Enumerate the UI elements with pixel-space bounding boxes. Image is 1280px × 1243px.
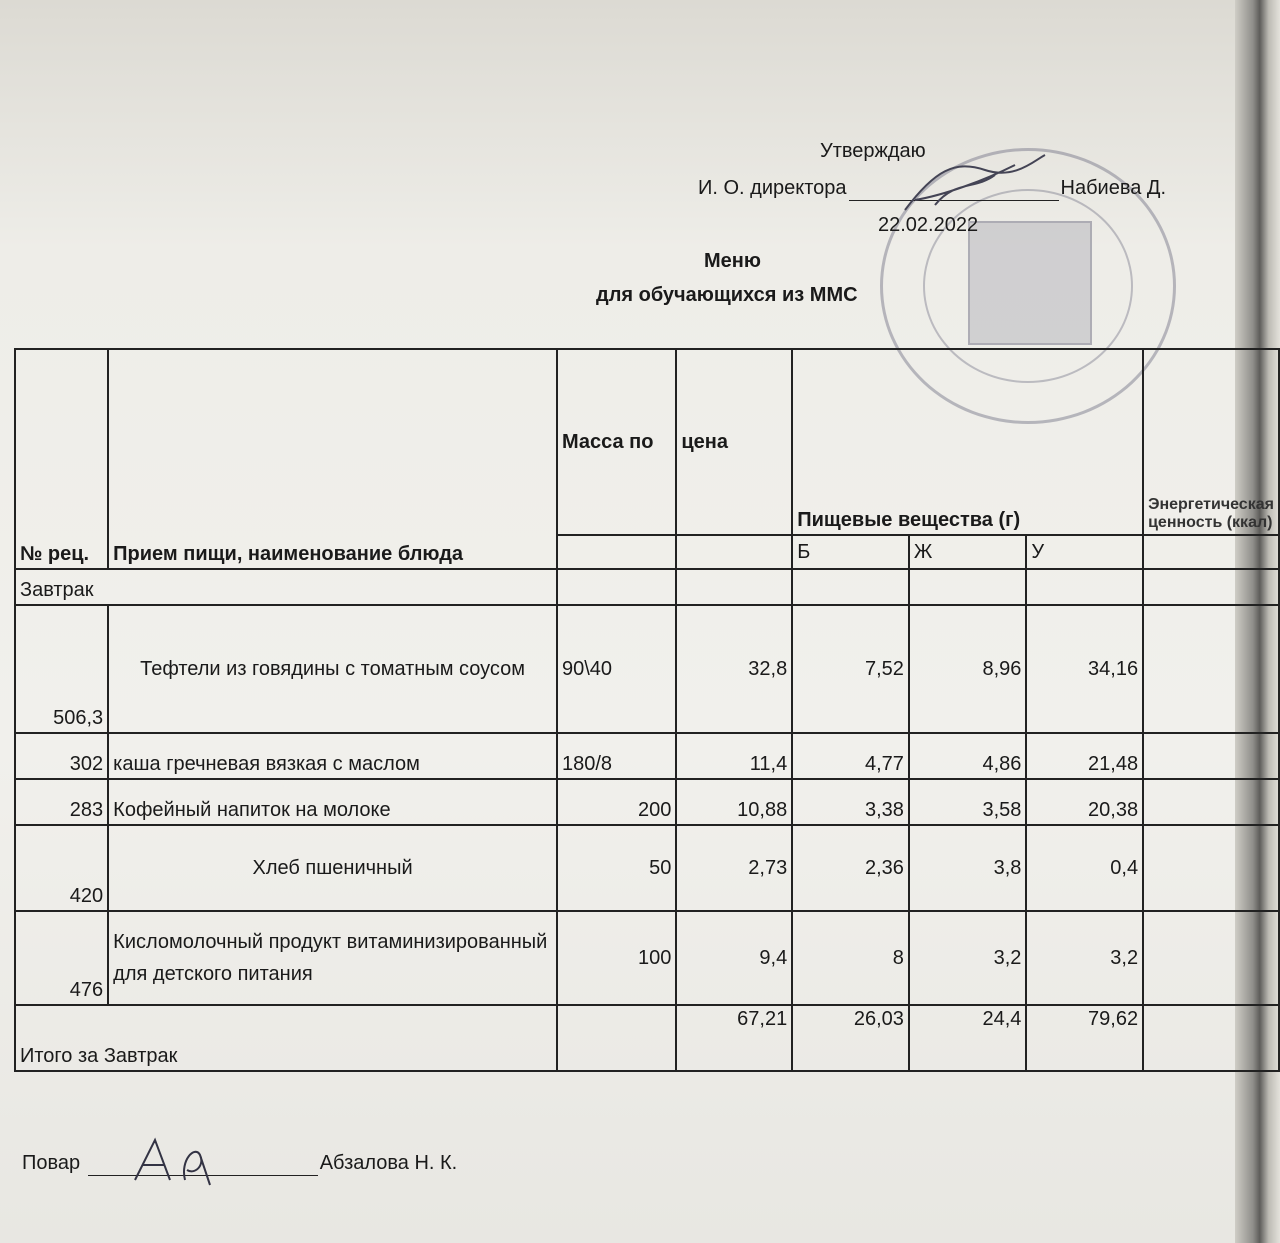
dish-fat: 3,58 (909, 779, 1027, 825)
dish-fat: 3,8 (909, 825, 1027, 911)
recipe-number: 420 (15, 825, 108, 911)
dish-fat: 8,96 (909, 605, 1027, 733)
dish-price: 10,88 (676, 779, 792, 825)
director-name: Набиева Д. (1060, 177, 1167, 199)
dish-name: Кисломолочный продукт витаминизированный для детского питания (108, 911, 557, 1005)
menu-table (14, 348, 1280, 1072)
total-price: 67,21 (676, 1005, 792, 1071)
dish-protein: 7,52 (792, 605, 909, 733)
cook-label: Повар (22, 1152, 81, 1174)
cook-signature (125, 1130, 235, 1190)
header-recipe-number: № рец. (15, 349, 108, 569)
dish-protein: 8 (792, 911, 909, 1005)
header-fat: Ж (909, 535, 1027, 569)
table-row (15, 733, 1279, 779)
recipe-number: 506,3 (15, 605, 108, 733)
dish-price: 11,4 (676, 733, 792, 779)
dish-protein: 3,38 (792, 779, 909, 825)
dish-fat: 4,86 (909, 733, 1027, 779)
total-carbs: 79,62 (1026, 1005, 1143, 1071)
empty-cell (557, 535, 676, 569)
recipe-number: 476 (15, 911, 108, 1005)
dish-carbs: 3,2 (1026, 911, 1143, 1005)
dish-protein: 4,77 (792, 733, 909, 779)
dish-carbs: 20,38 (1026, 779, 1143, 825)
dish-name: Тефтели из говядины с томатным соусом (108, 605, 557, 733)
header-meal-name: Прием пищи, наименование блюда (108, 349, 557, 569)
table-row (15, 825, 1279, 911)
recipe-number: 302 (15, 733, 108, 779)
dish-carbs: 21,48 (1026, 733, 1143, 779)
dish-protein: 2,36 (792, 825, 909, 911)
section-row (15, 569, 1279, 605)
total-protein: 26,03 (792, 1005, 909, 1071)
table-header-row (15, 349, 1279, 535)
header-carbs: У (1026, 535, 1143, 569)
dish-mass: 100 (557, 911, 676, 1005)
dish-mass: 90\40 (557, 605, 676, 733)
total-fat: 24,4 (909, 1005, 1027, 1071)
section-label: Завтрак (15, 569, 557, 605)
empty-cell (1143, 535, 1279, 569)
approval-date: 22.02.2022 (878, 214, 979, 236)
approve-label: Утверждаю (820, 140, 926, 162)
header-protein: Б (792, 535, 909, 569)
page-subtitle: для обучающихся из ММС (596, 284, 858, 306)
table-row (15, 911, 1279, 1005)
page-title: Меню (704, 250, 761, 272)
table-row (15, 779, 1279, 825)
header-mass: Масса по (557, 349, 676, 535)
header-nutrients: Пищевые вещества (г) (792, 349, 1143, 535)
header-price: цена (676, 349, 792, 535)
total-label: Итого за Завтрак (15, 1005, 557, 1071)
dish-price: 2,73 (676, 825, 792, 911)
total-row (15, 1005, 1279, 1071)
dish-carbs: 34,16 (1026, 605, 1143, 733)
dish-price: 9,4 (676, 911, 792, 1005)
dish-mass: 50 (557, 825, 676, 911)
empty-cell (676, 535, 792, 569)
dish-mass: 180/8 (557, 733, 676, 779)
dish-name: Хлеб пшеничный (108, 825, 557, 911)
dish-carbs: 0,4 (1026, 825, 1143, 911)
dish-price: 32,8 (676, 605, 792, 733)
cook-name: Абзалова Н. К. (319, 1152, 458, 1174)
dish-mass: 200 (557, 779, 676, 825)
director-signature (895, 150, 1055, 220)
dish-name: каша гречневая вязкая с маслом (108, 733, 557, 779)
cook-signature-line (22, 1152, 457, 1176)
header-energy: Энергетическая ценность (ккал) (1143, 349, 1279, 535)
table-row (15, 605, 1279, 733)
dish-name: Кофейный напиток на молоке (108, 779, 557, 825)
dish-fat: 3,2 (909, 911, 1027, 1005)
director-label: И. О. директора (698, 177, 847, 199)
recipe-number: 283 (15, 779, 108, 825)
